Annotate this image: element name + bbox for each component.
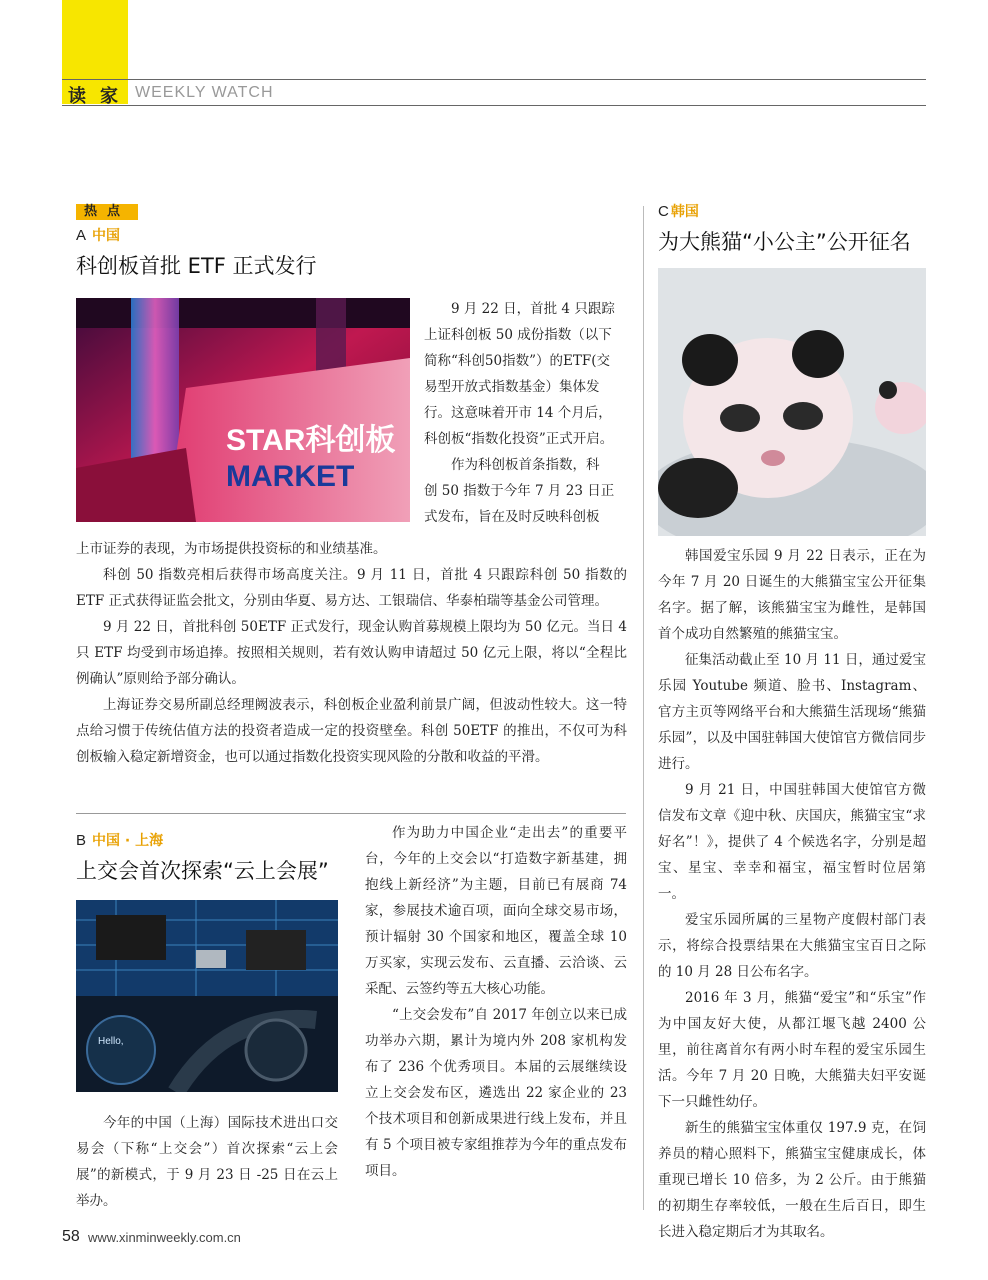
story-b-region: 中国 · 上海 [92, 833, 164, 849]
story-b-left-text: 今年的中国（上海）国际技术进出口交易会（下称“上交会”）首次探索“云上会展”的新模式，于 9 月 23 日 -25 日在云上举办。 [76, 1115, 338, 1209]
market-sign: MARKET [226, 460, 355, 493]
star-market-sign: STAR科创板 [226, 424, 396, 457]
story-c-headline: 为大熊猫“小公主”公开征名 [658, 230, 911, 254]
hot-tag: 热点 [76, 204, 138, 220]
story-a-region: 中国 [92, 228, 121, 244]
story-a-lead: 9 月 22 日，首批 4 只跟踪 上证科创板 50 成份指数（以下 简称“科创50指数”）的ETF(交 易型开放式指数基金）集体发 行。这意味着开市 14 个月后， 科创板“指数化投资”正式开启。 作为科创板首条指数，科 创 50 指数于今年 7 月 23 日正 式发布，旨在及时反映科创板 [424, 301, 615, 525]
footer-url: www.xinminweekly.com.cn [88, 1230, 241, 1245]
panda-photo [658, 268, 926, 536]
header-rule-bottom [62, 105, 926, 106]
section-title: 读家 [68, 86, 132, 107]
tech-photo [76, 900, 338, 1092]
story-b-headline: 上交会首次探索“云上会展” [76, 859, 329, 883]
page-number: 58 [62, 1228, 80, 1245]
story-c-kicker [658, 201, 699, 221]
story-a-kicker [76, 225, 120, 245]
hello-screen-text: Hello, [98, 1036, 124, 1047]
story-b-right-text: 作为助力中国企业“走出去”的重要平台，今年的上交会以“打造数字新基建，拥抱线上新经济”为主题，目前已有展商 74 家，参展技术逾百项，面向全球交易市场，预计辐射 30 个国家和地区，覆盖全球 10 万买家，实现云发布、云直播、云洽谈、云采配、云签约等五大核心功能。 “上交会发布”自 2017 年创立以来已成功举办六期，累计为境内外 208 家机构发布了 236 个优秀项目。本届的云展继续设立上交会发布区，遴选出 22 家企业的 23 个技术项目和创新成果进行线上发布，并且有 5 个项目被专家组推荐为今年的重点发布项目。 [365, 825, 627, 1179]
header-rule-top [62, 79, 926, 80]
star-market-photo [76, 298, 410, 522]
story-a-headline: 科创板首批 ETF 正式发行 [76, 254, 317, 278]
story-c-letter: C [658, 203, 669, 220]
story-b-kicker [76, 830, 163, 850]
story-a-body: 上市证券的表现，为市场提供投资标的和业绩基准。 科创 50 指数亮相后获得市场高度关注。9 月 11 日，首批 4 只跟踪科创 50 指数的 ETF 正式获得证监会批文，分别由华夏、易方达、工银瑞信、华泰柏瑞等基金公司管理。 9 月 22 日，首批科创 50ETF 正式发行，现金认购首募规模上限均为 50 亿元。当日 4 只 ETF 均受到市场追捧。按照相关规则，若有效认购申请超过 50 亿元上限，将以“全程比例确认”原则给予部分确认。 上海证券交易所副总经理阙波表示，科创板企业盈利前景广阔，但波动性较大。这一特点给习惯于传统估值方法的投资者造成一定的投资壁垒。科创 50ETF 的推出，不仅可为科创板输入稳定新增资金，也可以通过指数化投资实现风险的分散和收益的平滑。 [76, 541, 627, 765]
section-divider [76, 813, 626, 814]
story-a-letter: A [76, 227, 87, 244]
section-subtitle: WEEKLY WATCH [135, 84, 274, 101]
story-c-body: 韩国爱宝乐园 9 月 22 日表示，正在为今年 7 月 20 日诞生的大熊猫宝宝公开征集名字。据了解，该熊猫宝宝为雌性，是韩国首个成功自然繁殖的熊猫宝宝。 征集活动截止至 10 月 11 日，通过爱宝乐园 Youtube 频道、脸书、Instagram、官方主页等网络平台和大熊猫生活现场“熊猫乐园”，以及中国驻韩国大使馆官方微信同步进行。 9 月 21 日，中国驻韩国大使馆官方微信发布文章《迎中秋、庆国庆，熊猫宝宝“求好名”！》，提供了 4 个候选名字，分别是超宝、星宝、幸幸和福宝，福宝暂时位居第一。 爱宝乐园所属的三星物产度假村部门表示，将综合投票结果在大熊猫宝宝百日之际的 10 月 28 日公布名字。 2016 年 3 月，熊猫“爱宝”和“乐宝”作为中国友好大使，从都江堰飞越 2400 公里，前往离首尔有两小时车程的爱宝乐园生活。今年 7 月 20 日晚，大熊猫夫妇平安诞下一只雌性幼仔。 新生的熊猫宝宝体重仅 197.9 克，在饲养员的精心照料下，熊猫宝宝健康成长，体重现已增长 10 倍多，为 2 公斤。由于熊猫的初期生存率较低，一般在生后百日，即生长进入稳定期后才为其取名。 [658, 548, 926, 1240]
story-c-region: 韩国 [670, 204, 699, 220]
story-b-letter: B [76, 832, 87, 849]
column-divider [643, 206, 644, 1210]
